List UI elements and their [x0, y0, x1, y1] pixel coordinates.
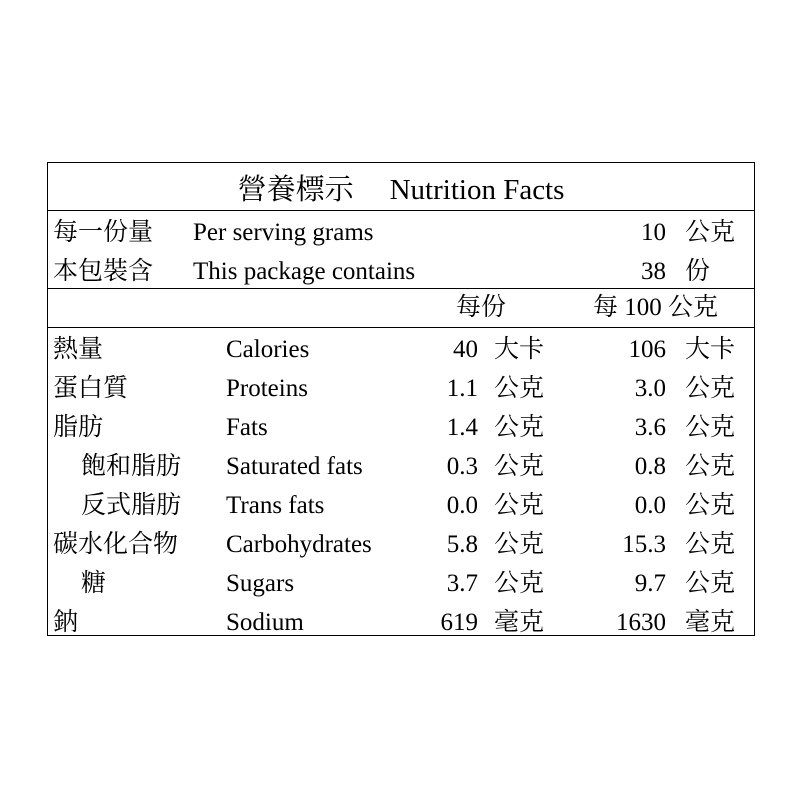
per-100g-amount: 9.7: [634, 570, 666, 597]
nutrient-name-zh: 反式脂肪: [81, 492, 182, 519]
per-serving-amount: 5.8: [446, 531, 478, 558]
per-serving-amount: 3.7: [446, 570, 478, 597]
per-serving-unit: 公克: [685, 219, 736, 246]
per-serving-zh: 每一份量: [53, 219, 154, 246]
column-header-per-serving: 每份: [456, 294, 507, 321]
package-unit: 份: [685, 258, 711, 285]
package-value: 38: [641, 258, 666, 285]
nutrient-name-en: Proteins: [226, 375, 308, 402]
title-en: Nutrition Facts: [389, 174, 565, 206]
per-100g-amount-unit: 公克: [685, 531, 736, 558]
per-100g-amount: 0.0: [634, 492, 666, 519]
nutrient-name-zh: 飽和脂肪: [81, 453, 182, 480]
per-serving-amount: 40: [453, 336, 478, 363]
nutrient-name-en: Carbohydrates: [226, 531, 372, 558]
per-serving-amount: 1.1: [446, 375, 478, 402]
package-en: This package contains: [193, 258, 416, 285]
nutrient-name-zh: 熱量: [53, 336, 104, 363]
per-100g-amount: 15.3: [622, 531, 666, 558]
nutrient-name-en: Calories: [226, 336, 310, 363]
nutrient-name-en: Sodium: [226, 609, 304, 636]
nutrient-name-zh: 碳水化合物: [53, 531, 179, 558]
per-100g-amount: 0.8: [634, 453, 666, 480]
serving-divider: [48, 288, 754, 289]
per-100g-amount-unit: 公克: [685, 492, 736, 519]
per-100g-amount: 1630: [616, 609, 666, 636]
nutrient-name-zh: 脂肪: [53, 414, 104, 441]
per-100g-amount-unit: 公克: [685, 570, 736, 597]
per-serving-amount: 0.3: [446, 453, 478, 480]
per-serving-amount: 1.4: [446, 414, 478, 441]
nutrition-label: [47, 162, 755, 636]
per-serving-amount-unit: 大卡: [494, 336, 545, 363]
per-100g-amount: 3.6: [634, 414, 666, 441]
per-serving-amount-unit: 毫克: [494, 609, 545, 636]
per-serving-amount-unit: 公克: [494, 570, 545, 597]
title-divider: [48, 210, 754, 211]
package-zh: 本包裝含: [53, 258, 154, 285]
per-100g-amount: 106: [628, 336, 666, 363]
nutrient-name-en: Trans fats: [226, 492, 325, 519]
nutrient-name-en: Fats: [226, 414, 268, 441]
nutrient-name-en: Saturated fats: [226, 453, 363, 480]
per-serving-amount-unit: 公克: [494, 531, 545, 558]
per-serving-amount-unit: 公克: [494, 453, 545, 480]
per-100g-amount-unit: 公克: [685, 414, 736, 441]
nutrient-name-zh: 鈉: [53, 609, 79, 636]
per-100g-amount-unit: 公克: [685, 453, 736, 480]
per-100g-amount: 3.0: [634, 375, 666, 402]
column-header-per-100g: 每 100 公克: [593, 294, 719, 321]
per-serving-value: 10: [641, 219, 666, 246]
nutrient-name-zh: 糖: [81, 570, 107, 597]
per-serving-amount-unit: 公克: [494, 414, 545, 441]
per-serving-amount: 0.0: [446, 492, 478, 519]
per-100g-amount-unit: 毫克: [685, 609, 736, 636]
per-100g-amount-unit: 公克: [685, 375, 736, 402]
per-serving-amount-unit: 公克: [494, 375, 545, 402]
nutrient-name-zh: 蛋白質: [53, 375, 129, 402]
label-title: [48, 173, 754, 207]
per-serving-amount-unit: 公克: [494, 492, 545, 519]
per-serving-amount: 619: [440, 609, 478, 636]
title-zh: 營養標示: [237, 174, 354, 206]
header-divider: [48, 327, 754, 328]
per-100g-amount-unit: 大卡: [685, 336, 736, 363]
per-serving-en: Per serving grams: [193, 219, 374, 246]
nutrient-name-en: Sugars: [226, 570, 295, 597]
